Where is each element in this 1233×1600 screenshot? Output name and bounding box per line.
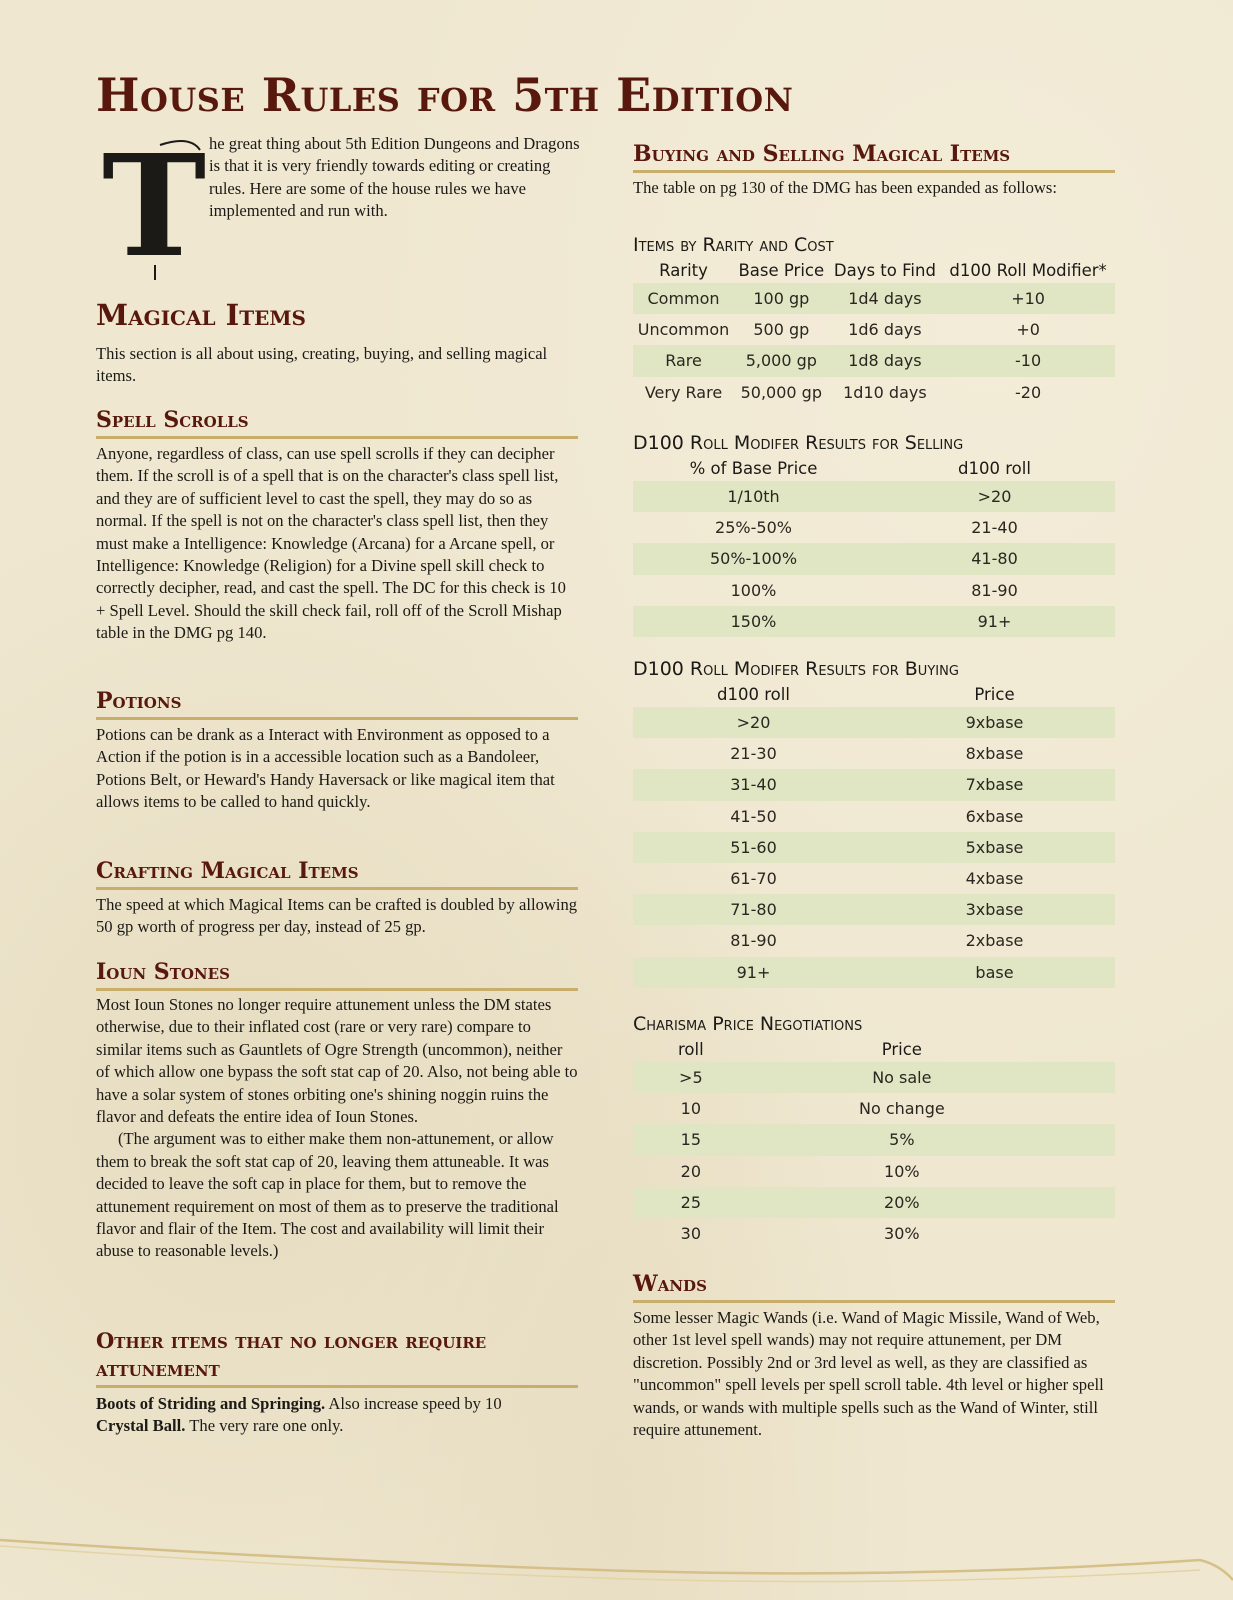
table-cell: 6xbase [965,806,1024,826]
buying-text: The table on pg 130 of the DMG has been expanded as follows: [633,178,1057,197]
buying-table-section [633,657,1115,988]
table-row [633,575,1115,606]
table-cell: 2xbase [965,931,1024,951]
table-cell: -20 [1015,382,1042,402]
table-cell: 5% [889,1130,915,1150]
table-row [633,832,1115,863]
table-cell: 5,000 gp [745,351,817,371]
selling-table [633,455,1115,637]
selling-table-title: D100 Roll Modifer Results for Selling [633,432,964,454]
charisma-table [633,1036,1115,1249]
table-cell: 1d4 days [848,289,922,309]
column-header: % of Base Price [689,458,818,478]
table-cell: 7xbase [965,775,1024,795]
page-title: House Rules for 5th Edition [96,68,794,122]
table-cell: 61-70 [730,869,777,889]
table-cell: 10% [884,1161,920,1181]
column-header: roll [677,1039,704,1059]
column-header: Days to Find [833,260,936,280]
table-cell: 25 [680,1192,702,1212]
table-row [633,925,1115,956]
table-row [633,801,1115,832]
table-row [633,738,1115,769]
heading-potions: Potions [96,687,578,720]
heading-wands: Wands [633,1270,1115,1303]
intro-text: he great thing about 5th Edition Dungeons and Dragons is that it is very friendly towards editing or creating rules. Here are some of the house rules we have implemented and run with. [209,134,580,221]
table-cell: 31-40 [730,775,777,795]
heading-ioun-stones: Ioun Stones [96,958,578,991]
heading-spell-scrolls: Spell Scrolls [96,406,578,439]
table-row [633,606,1115,637]
table-cell: 3xbase [965,900,1024,920]
table-cell: 41-50 [730,806,777,826]
table-row [633,345,1115,376]
table-cell: -10 [1015,351,1042,371]
table-row [633,314,1115,345]
table-cell: 21-30 [730,744,777,764]
table-cell: 15 [680,1130,702,1150]
crafting-text: The speed at which Magical Items can be crafted is doubled by allowing 50 gp worth of progress per day, instead of 25 gp. [96,895,578,937]
column-header: Price [974,684,1015,704]
table-cell: Rare [665,351,702,371]
page-footer-ornament [0,1500,1233,1600]
wands-text: Some lesser Magic Wands (i.e. Wand of Magic Missile, Wand of Web, other 1st level spell wands) may not require attunement, per DM discretion. Possibly 2nd or 3rd level as well, as they are classified as "uncommon" spell levels per spell scroll table. 4th level or higher spell wands, or wands with multiple spells such as the Wand of Winter, still require attunement. [633,1308,1104,1440]
table-cell: 500 gp [753,320,810,340]
spell-scrolls-text: Anyone, regardless of class, can use spell scrolls if they can decipher them. If the scroll is of a spell that is on the character's class spell list, and they are of sufficient level to cast the spell, they may do so as normal. If the spell is not on the character's class spell list, then they must make a Intelligence: Knowledge (Arcana) for a Arcane spell, or Intelligence: Knowledge (Religion) for a Divine spell skill check to correctly decipher, read, and cast the spell. The DC for this check is 10 + Spell Level. Should the skill check fail, roll off of the Scroll Mishap table in the DMG pg 140. [96,444,566,643]
buying-table-title: D100 Roll Modifer Results for Buying [633,658,959,680]
table-cell: 1d8 days [848,351,922,371]
column-header: Price [881,1039,922,1059]
table-cell: 150% [730,611,777,631]
table-row [633,894,1115,925]
table-cell: Common [647,289,720,309]
table-cell: Very Rare [644,382,723,402]
heading-magical-items: Magical Items [96,298,306,332]
table-row [633,707,1115,738]
table-cell: +10 [1011,289,1045,309]
table-cell: 41-80 [971,549,1018,569]
table-cell: +0 [1016,320,1040,340]
table-row [633,1093,1115,1124]
column-header: d100 roll [717,684,790,704]
table-row [633,481,1115,512]
rarity-table-section [633,233,1115,408]
magical-items-text: This section is all about using, creating, buying, and selling magical items. [96,344,548,386]
table-cell: 9xbase [965,713,1024,733]
heading-crafting: Crafting Magical Items [96,857,578,890]
table-cell: 50%-100% [709,549,798,569]
column-header: d100 Roll Modifier* [949,260,1107,280]
charisma-table-title: Charisma Price Negotiations [633,1013,863,1035]
table-row [633,1124,1115,1155]
table-cell: >5 [679,1068,703,1088]
table-row [633,957,1115,988]
table-cell: 50,000 gp [740,382,822,402]
table-cell: 25%-50% [715,518,792,538]
table-row [633,512,1115,543]
table-row [633,1187,1115,1218]
table-cell: 10 [680,1099,702,1119]
table-cell: 5xbase [965,837,1024,857]
other-item: Boots of Striding and Springing. Also increase speed by 10 [96,1394,502,1413]
table-row [633,1062,1115,1093]
buying-table [633,681,1115,988]
table-cell: 20 [680,1161,702,1181]
table-cell: >20 [736,713,771,733]
table-cell: 1d10 days [843,382,927,402]
table-row [633,1218,1115,1249]
table-row [633,769,1115,800]
table-cell: 30 [680,1224,702,1244]
other-item: Crystal Ball. The very rare one only. [96,1416,344,1436]
selling-table-section [633,431,1115,637]
table-cell: No change [858,1099,945,1119]
table-row [633,377,1115,408]
table-row [633,543,1115,574]
ioun-text-2: (The argument was to either make them non-attunement, or allow them to break the soft stat cap of 20, leaving them attuneable. It was decided to leave the soft cap in place for them, but to remove the attunement requirement on most of them as to preserve the traditional flavor and flair of the Item. The cost and availability will limit their abuse to reasonable levels.) [96,1129,559,1261]
rarity-table [633,257,1115,408]
table-cell: 71-80 [730,900,777,920]
column-header: d100 roll [958,458,1031,478]
table-cell: Uncommon [637,320,730,340]
table-cell: 100 gp [753,289,810,309]
table-cell: 1/10th [727,487,780,507]
drop-cap [100,135,205,280]
table-cell: >20 [977,487,1012,507]
table-cell: 91+ [736,962,771,982]
table-cell: 20% [884,1192,920,1212]
table-cell: 30% [884,1224,920,1244]
charisma-table-section [633,1012,1115,1249]
heading-buying-selling: Buying and Selling Magical Items [633,140,1115,173]
table-cell: 100% [730,580,777,600]
table-cell: 81-90 [730,931,777,951]
potions-text: Potions can be drank as a Interact with Environment as opposed to a Action if the potion is in a accessible location such as a Bandoleer, Potions Belt, or Heward's Handy Haversack or like magical item that allows items to be called to hand quickly. [96,725,555,812]
rarity-table-title: Items by Rarity and Cost [633,234,834,256]
table-cell: 51-60 [730,837,777,857]
drop-cap-letter: T [102,135,205,280]
column-header: Rarity [659,260,708,280]
table-row [633,283,1115,314]
column-header: Base Price [738,260,825,280]
table-cell: 4xbase [965,869,1024,889]
heading-other-items: Other items that no longer require attunement [96,1327,578,1388]
table-cell: No sale [872,1068,932,1088]
table-cell: 91+ [977,611,1012,631]
table-cell: 1d6 days [848,320,922,340]
ioun-text-1: Most Ioun Stones no longer require attunement unless the DM states otherwise, due to their inflated cost (rare or very rare) compare to similar items such as Gauntlets of Ogre Strength (uncommon), neither of which allow one bypass the soft stat cap of 20. Also, not being able to have a solar system of stones orbiting one's shining noggin ruins the flavor and defeats the entire idea of Ioun Stones. [96,995,578,1127]
table-cell: 8xbase [965,744,1024,764]
table-cell: base [975,962,1014,982]
table-cell: 81-90 [971,580,1018,600]
table-row [633,1156,1115,1187]
table-cell: 21-40 [971,518,1018,538]
table-row [633,863,1115,894]
